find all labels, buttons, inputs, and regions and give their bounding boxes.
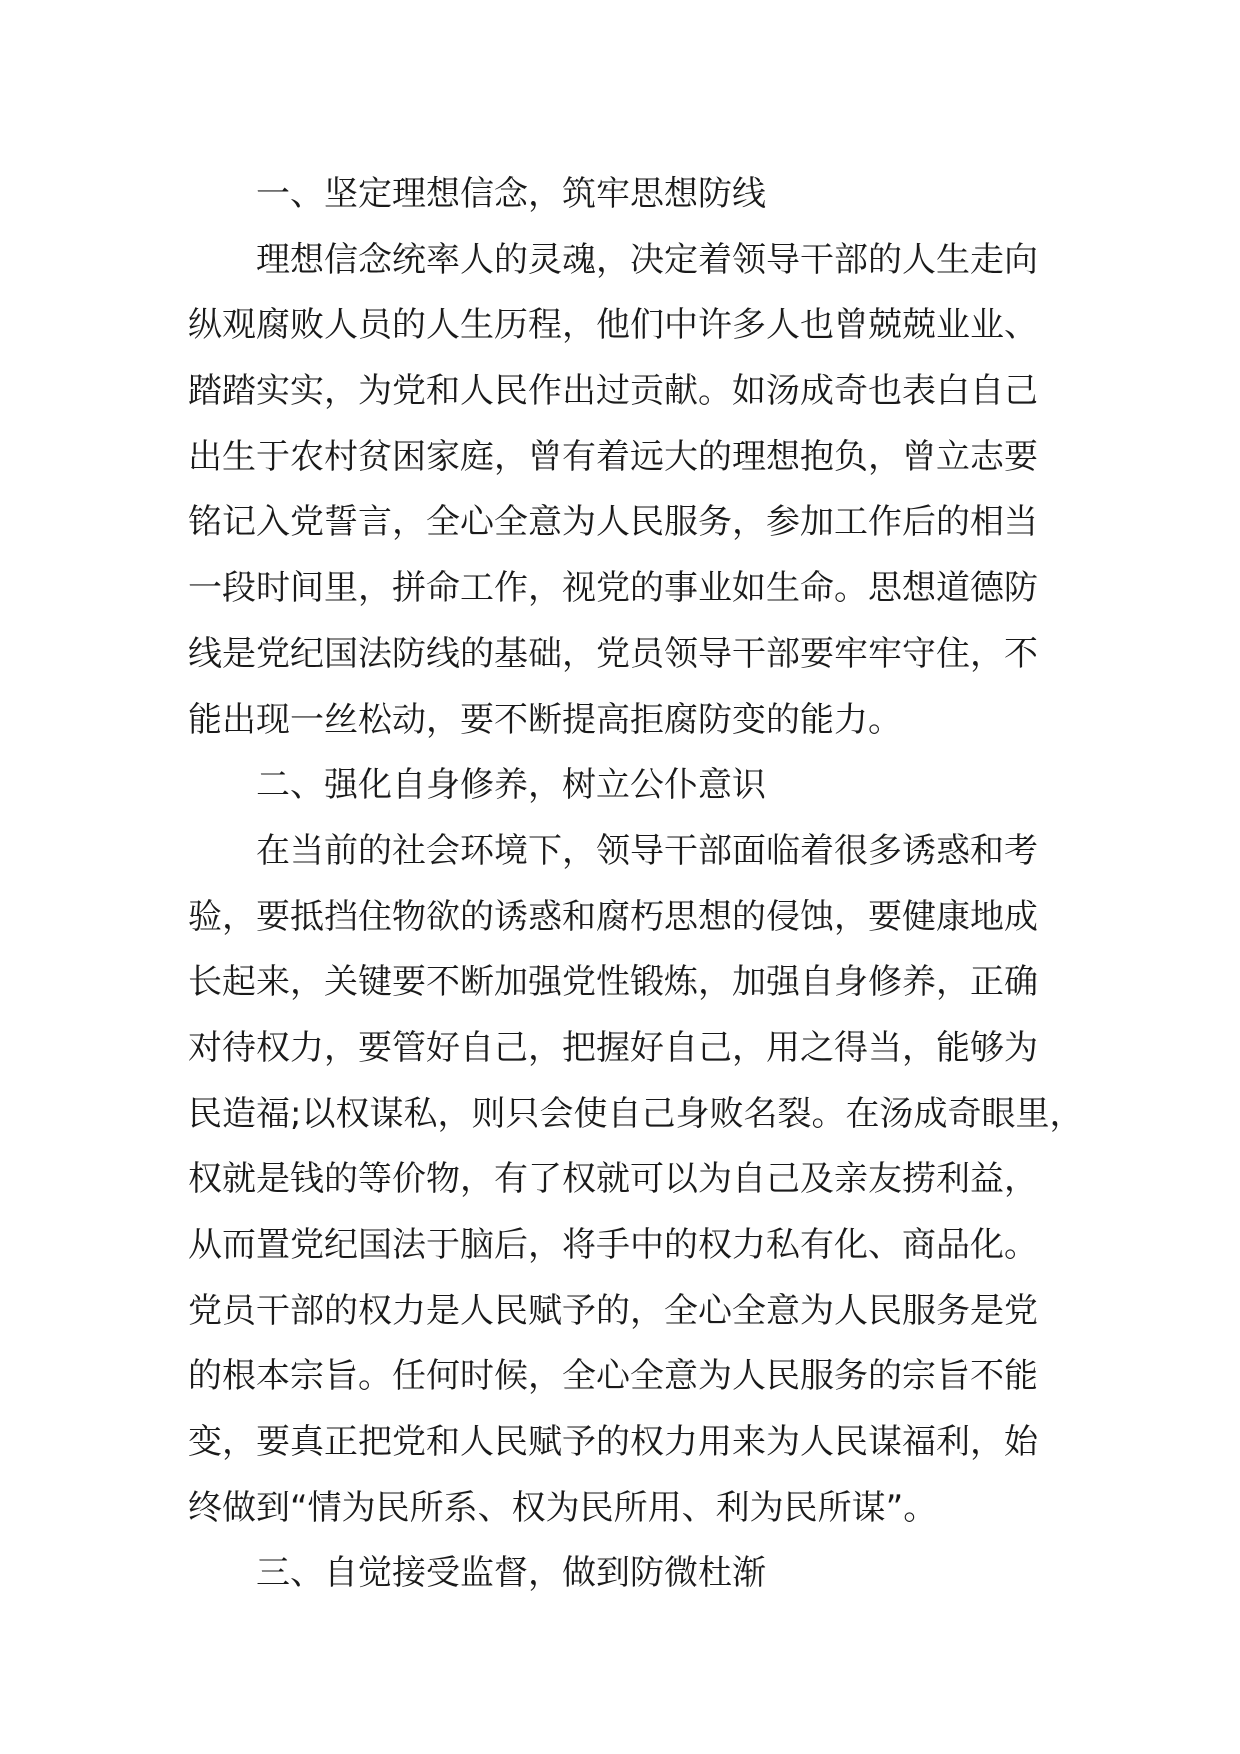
section-heading-3: 三、自觉接受监督，做到防微杜渐 [256, 1553, 766, 1594]
paragraph-line: 民造福;以权谋私，则只会使自己身败名裂。在汤成奇眼里， [188, 1093, 1084, 1134]
paragraph-line: 线是党纪国法防线的基础，党员领导干部要牢牢守住，不 [188, 633, 1038, 674]
paragraph-line: 出生于农村贫困家庭，曾有着远大的理想抱负，曾立志要 [188, 436, 1038, 477]
paragraph-line: 的根本宗旨。任何时候，全心全意为人民服务的宗旨不能 [188, 1356, 1038, 1397]
paragraph-line: 验，要抵挡住物欲的诱惑和腐朽思想的侵蚀，要健康地成 [188, 896, 1038, 937]
paragraph-line: 在当前的社会环境下，领导干部面临着很多诱惑和考 [256, 830, 1038, 871]
paragraph-line: 从而置党纪国法于脑后，将手中的权力私有化、商品化。 [188, 1225, 1038, 1265]
paragraph-line: 一段时间里，拼命工作，视党的事业如生命。思想道德防 [188, 568, 1038, 609]
paragraph-line: 党员干部的权力是人民赋予的，全心全意为人民服务是党 [188, 1290, 1038, 1331]
paragraph-line: 铭记入党誓言，全心全意为人民服务，参加工作后的相当 [188, 502, 1038, 543]
paragraph-line: 长起来，关键要不断加强党性锻炼，加强自身修养，正确 [188, 962, 1038, 1003]
section-heading-2: 二、强化自身修养，树立公仆意识 [256, 765, 766, 806]
paragraph-line: 权就是钱的等价物，有了权就可以为自己及亲友捞利益， [188, 1159, 1038, 1200]
paragraph-line: 理想信念统率人的灵魂，决定着领导干部的人生走向 [256, 239, 1038, 280]
paragraph-line: 终做到“情为民所系、权为民所用、利为民所谋”。 [188, 1487, 938, 1528]
paragraph-line: 能出现一丝松动，要不断提高拒腐防变的能力。 [188, 699, 902, 740]
paragraph-line: 对待权力，要管好自己，把握好自己，用之得当，能够为 [188, 1027, 1038, 1068]
paragraph-line: 纵观腐败人员的人生历程，他们中许多人也曾兢兢业业、 [188, 305, 1038, 346]
paragraph-line: 变，要真正把党和人民赋予的权力用来为人民谋福利，始 [188, 1422, 1038, 1463]
section-heading-1: 一、坚定理想信念，筑牢思想防线 [256, 174, 766, 214]
paragraph-line: 踏踏实实，为党和人民作出过贡献。如汤成奇也表白自己 [188, 371, 1038, 412]
document-body [188, 162, 1084, 1607]
